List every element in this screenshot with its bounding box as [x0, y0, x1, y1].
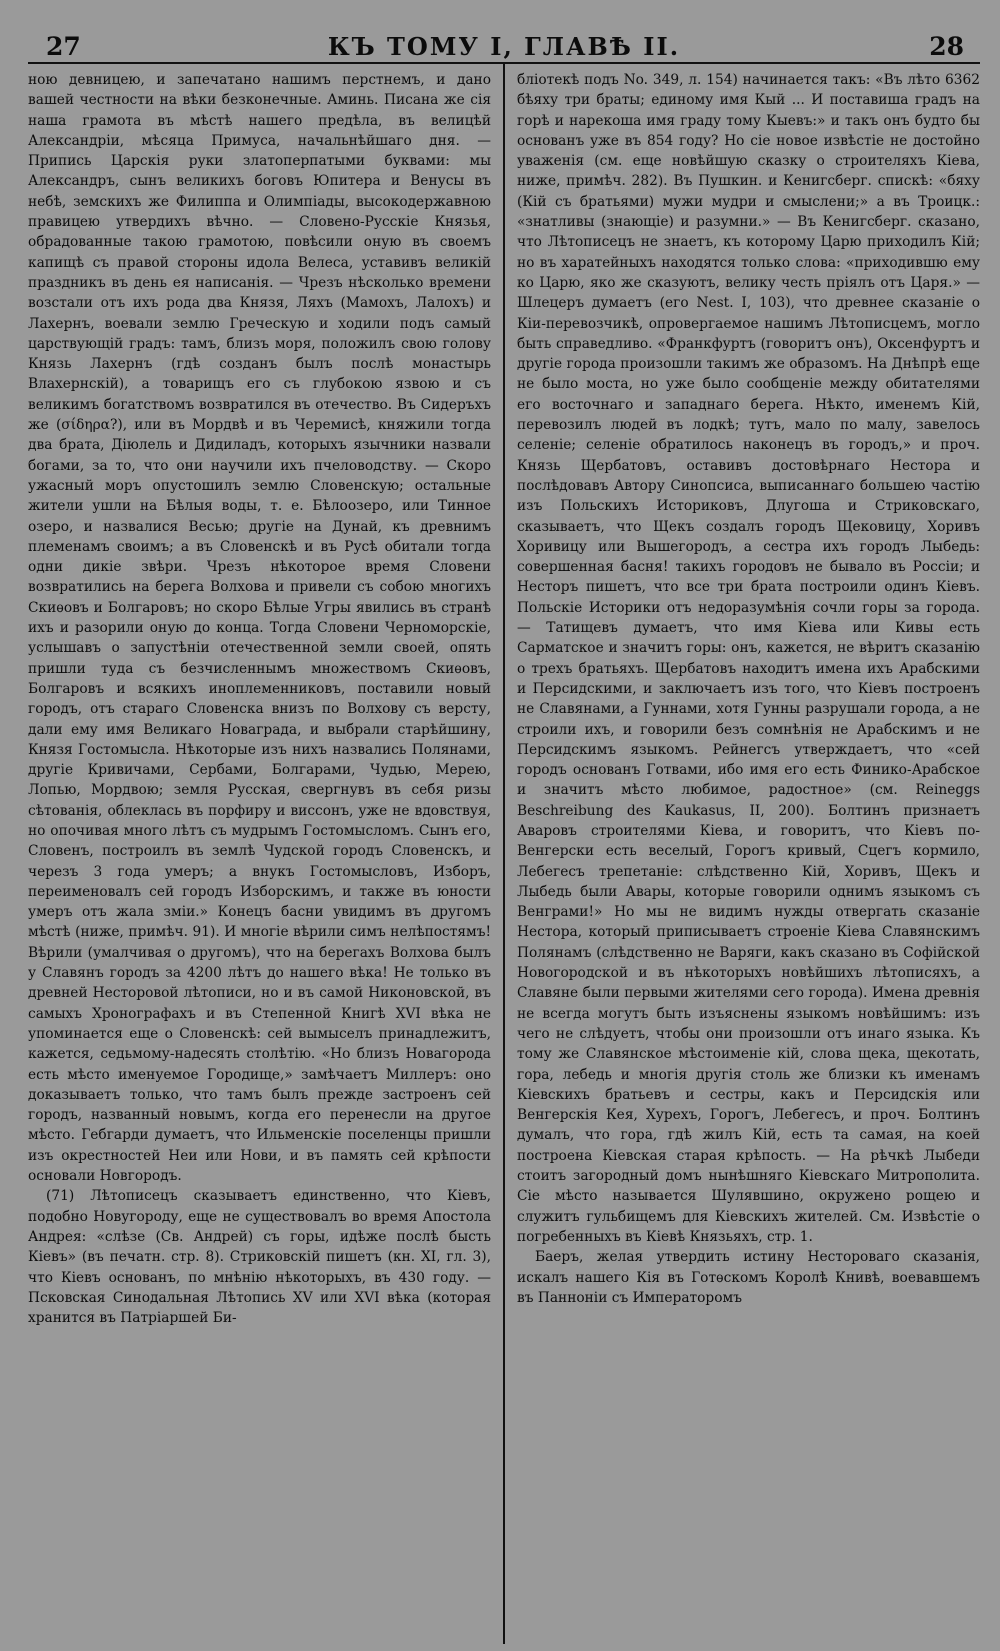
note-71-paragraph: (71) Лѣтописецъ сказываетъ единственно, что Кіевъ, подобно Новугороду, еще не существовалъ во время Апостола Андрея: «слѣзе (Св. Андрей) съ горы, идѣже послѣ бысть Кіевъ» (въ печатн. стр. 8). Стриковскій пишетъ (кн. XI, гл. 3), что Кіевъ основанъ, по мнѣнію нѣкоторыхъ, въ 430 году. — Псковская Синодальная Лѣтопись XV или XVI вѣка (которая хранится въ Патріаршей Би-: [28, 1188, 492, 1327]
page-number-left: 27: [46, 32, 81, 61]
running-title: КЪ ТОМУ I, ГЛАВѢ II.: [327, 32, 681, 61]
right-column: [505, 64, 980, 1644]
right-paragraph-baer: Баеръ, желая утвердить истину Нестороваго сказанія, искалъ нашего Кія въ Готѳскомъ Королѣ Книвѣ, воевавшемъ въ Панноніи съ Императоромъ: [516, 1249, 980, 1306]
page-header: [28, 26, 980, 64]
page-number-right: 28: [929, 32, 964, 61]
left-column: [28, 64, 503, 1644]
right-paragraph-continued: бліотекѣ подъ No. 349, л. 154) начинается такъ: «Въ лѣто 6362 бѣяху три браты; единому имя Кый ... И поставиша градъ на горѣ и нарекоша имя граду тому Кыевъ:» и такъ онъ будто бы основанъ уже въ 854 году? Но сіе новое извѣстіе не достойно уваженія (см. еще новѣйшую сказку о строителяхъ Кіева, ниже, примѣч. 282). Въ Пушкин. и Кенигсберг. спискѣ: «бяху (Кій съ братьями) мужи мудри и смыслени;» а въ Троицк.: «знатливы (знающіе) и разумни.» — Въ Кенигсберг. сказано, что Лѣтописецъ не знаетъ, къ которому Царю приходилъ Кій; но въ харатейныхъ находятся только слова: «приходившю ему ко Царю, яко же сказуютъ, велику честь пріялъ отъ Царя.» — Шлецеръ думаетъ (его Nest. I, 103), что древнее сказаніе о Кіи-перевозчикѣ, опровергаемое нашимъ Лѣтописцемъ, могло быть справедливо. «Франкфуртъ (говоритъ онъ), Оксенфуртъ и другіе города произошли такимъ же образомъ. На Днѣпрѣ еще не было моста, но уже было сообщеніе между обитателями его восточнаго и западнаго берега. Нѣкто, именемъ Кій, перевозилъ людей въ лодкѣ; тутъ, мало по малу, завелось селеніе; селеніе обратилось наконецъ въ городъ,» и проч. Князь Щербатовъ, оставивъ достовѣрнаго Нестора и послѣдовавъ Автору Синопсиса, выписаннаго большею частію изъ Польскихъ Историковъ, Длугоша и Стриковскаго, сказываетъ, что Щекъ создалъ городъ Щековицу, Хоривъ Хоривицу или Вышегородъ, а сестра ихъ городъ Лыбедь: совершенная басня! такихъ городовъ не бывало въ Россіи; и Несторъ пишетъ, что все три брата построили одинъ Кіевъ. Польскіе Историки отъ недоразумѣнія сочли горы за города. — Татищевъ думаетъ, что имя Кіева или Кивы есть Сарматское и значитъ горы: онъ, кажется, не вѣритъ сказанію о трехъ братьяхъ. Щербатовъ находитъ имена ихъ Арабскими и Персидскими, и заключаетъ изъ того, что Кіевъ построенъ не Славянами, а Гуннами, хотя Гунны разрушали города, а не строили ихъ, и говорили безъ сомнѣнія не Арабскимъ и не Персидскимъ языкомъ. Рейнегсъ утверждаетъ, что «сей городъ основанъ Готвами, ибо имя его есть Финико-Арабское и значитъ мѣсто любимое, радостное» (см. Reineggs Beschreibung des Kaukasus, II, 200). Болтинъ признаетъ Аваровъ строителями Кіева, и говоритъ, что Кіевъ по-Венгерски есть веселый, Горогъ кривый, Сцегъ кормило, Лебегесъ трепетаніе: слѣдственно Кій, Хоривъ, Щекъ и Лыбедь были Авары, которые говорили однимъ языкомъ съ Венграми!» Но мы не видимъ нужды отвергать сказаніе Нестора, который приписываетъ строеніе Кіева Славянскимъ Полянамъ (слѣдственно не Варяги, какъ сказано въ Софійской Новогородской и въ нѣкоторыхъ новѣйшихъ лѣтописяхъ, а Славяне были первыми жителями сего города). Имена древнія не всегда могутъ быть изъяснены языкомъ новѣйшимъ: изъ чего не слѣдуетъ, чтобы они произошли отъ инаго языка. Къ тому же Славянское мѣстоименіе кій, слова щека, щекотать, гора, лебедь и многія другія столь же близки къ именамъ Кіевскихъ братьевъ и сестры, какъ и Персидскія или Венгерскія Кея, Хурехъ, Горогъ, Лебегесъ, и проч. Болтинъ думалъ, что гора, гдѣ жилъ Кій, есть та самая, на коей построена Кіевская старая крѣпость. — На рѣчкѣ Лыбеди стоитъ загородный домъ нынѣшняго Кіевскаго Митрополита. Сіе мѣсто называется Шулявшино, окружено рощею и служитъ гульбищемъ для Кіевскихъ жителей. См. Извѣстіе о погребенныхъ въ Кіевѣ Князьяхъ, стр. 1.: [516, 72, 980, 1245]
left-paragraph-continued: ною девницею, и запечатано нашимъ перстнемъ, и дано вашей честности на вѣки безконечные. Аминь. Писана же сія наша грамота въ мѣстѣ нашего предѣла, въ велицѣй Александріи, мѣсяца Примуса, начальнѣйшаго дня. — Припись Царскія руки златоперпатыми буквами: мы Александръ, сынъ великихъ боговъ Юпитера и Венусы въ небѣ, земскихъ же Филиппа и Олимпіады, высокодержавною правицею утвердихъ вѣчно. — Словено-Русскіе Князья, обрадованные такою грамотою, повѣсили оную въ своемъ капищѣ съ правой стороны идола Велеса, уставивъ великій праздникъ въ день ея написанія. — Чрезъ нѣсколько времени возстали отъ ихъ рода два Князя, Ляхъ (Мамохъ, Лалохъ) и Лахернъ, воевали землю Греческую и ходили подъ самый царствующій градъ: тамъ, близъ моря, положилъ свою голову Князь Лахернъ (гдѣ созданъ былъ послѣ монастырь Влахернскій), а товарищъ его съ глубокою язвою и съ великимъ богатствомъ возвратился въ отечество. Въ Сидеръхъ же (σίδηρα?), или въ Мордвѣ и въ Черемисѣ, княжили тогда два брата, Діюлель и Дидиладъ, которыхъ язычники назвали богами, за то, что они научили ихъ пчеловодству. — Скоро ужасный моръ опустошилъ землю Словенскую; остальные жители ушли на Бѣлыя воды, т. е. Бѣлоозеро, или Тинное озеро, и назвалися Весью; другіе на Дунай, къ древнимъ племенамъ своимъ; а въ Словенскѣ и въ Русѣ обитали тогда одни дикіе звѣри. Чрезъ нѣкоторое время Словени возвратились на берега Волхова и привели съ собою многихъ Скиѳовъ и Болгаровъ; но скоро Бѣлые Угры явились въ странѣ ихъ и разорили оную до конца. Тогда Словени Черноморскіе, услышавъ о запустѣніи отечественной земли своей, опять пришли туда съ безчисленнымъ множествомъ Скиѳовъ, Болгаровъ и всякихъ иноплеменниковъ, поставили новый городъ, отъ стараго Словенска внизъ по Волхову съ версту, дали ему имя Великаго Новаграда, и выбрали старѣйшину, Князя Гостомысла. Нѣкоторые изъ нихъ назвались Полянами, другіе Кривичами, Сербами, Болгарами, Чудью, Мерею, Лопью, Мордвою; земля Русская, свергнувъ въ себя ризы сѣтованія, облеклась въ порфиру и виссонъ, уже не вдовствуя, но опочивая много лѣтъ съ мудрымъ Гостомысломъ. Сынъ его, Словенъ, построилъ въ землѣ Чудской городъ Словенскъ, и черезъ 3 года умеръ; а внукъ Гостомысловъ, Изборъ, переименовалъ сей городъ Изборскимъ, и также въ юности умеръ отъ жала зміи.» Конецъ басни увидимъ въ другомъ мѣстѣ (ниже, примѣч. 91). И многіе вѣрили симъ нелѣпостямъ! Вѣрили (умалчивая о другомъ), что на берегахъ Волхова былъ у Славянъ городъ за 4200 лѣтъ до нашего вѣка! Не только въ древней Несторовой лѣтописи, но и въ самой Никоновской, въ самыхъ Хронографахъ и въ Степенной Книгѣ XVI вѣка не упоминается еще о Словенскѣ: сей вымыселъ принадлежитъ, кажется, седьмому-надесять столѣтію. «Но близъ Новагорода есть мѣсто именуемое Городище,» замѣчаетъ Миллеръ: оно доказываетъ только, что тамъ былъ прежде застроенъ сей городъ, названный новымъ, когда его перенесли на другое мѣсто. Гебгарди думаетъ, что Ильменскіе поселенцы пришли изъ окрестностей Неи или Нови, и въ память сей крѣпости основали Новгородъ.: [28, 72, 492, 1185]
text-columns: [28, 64, 980, 1644]
